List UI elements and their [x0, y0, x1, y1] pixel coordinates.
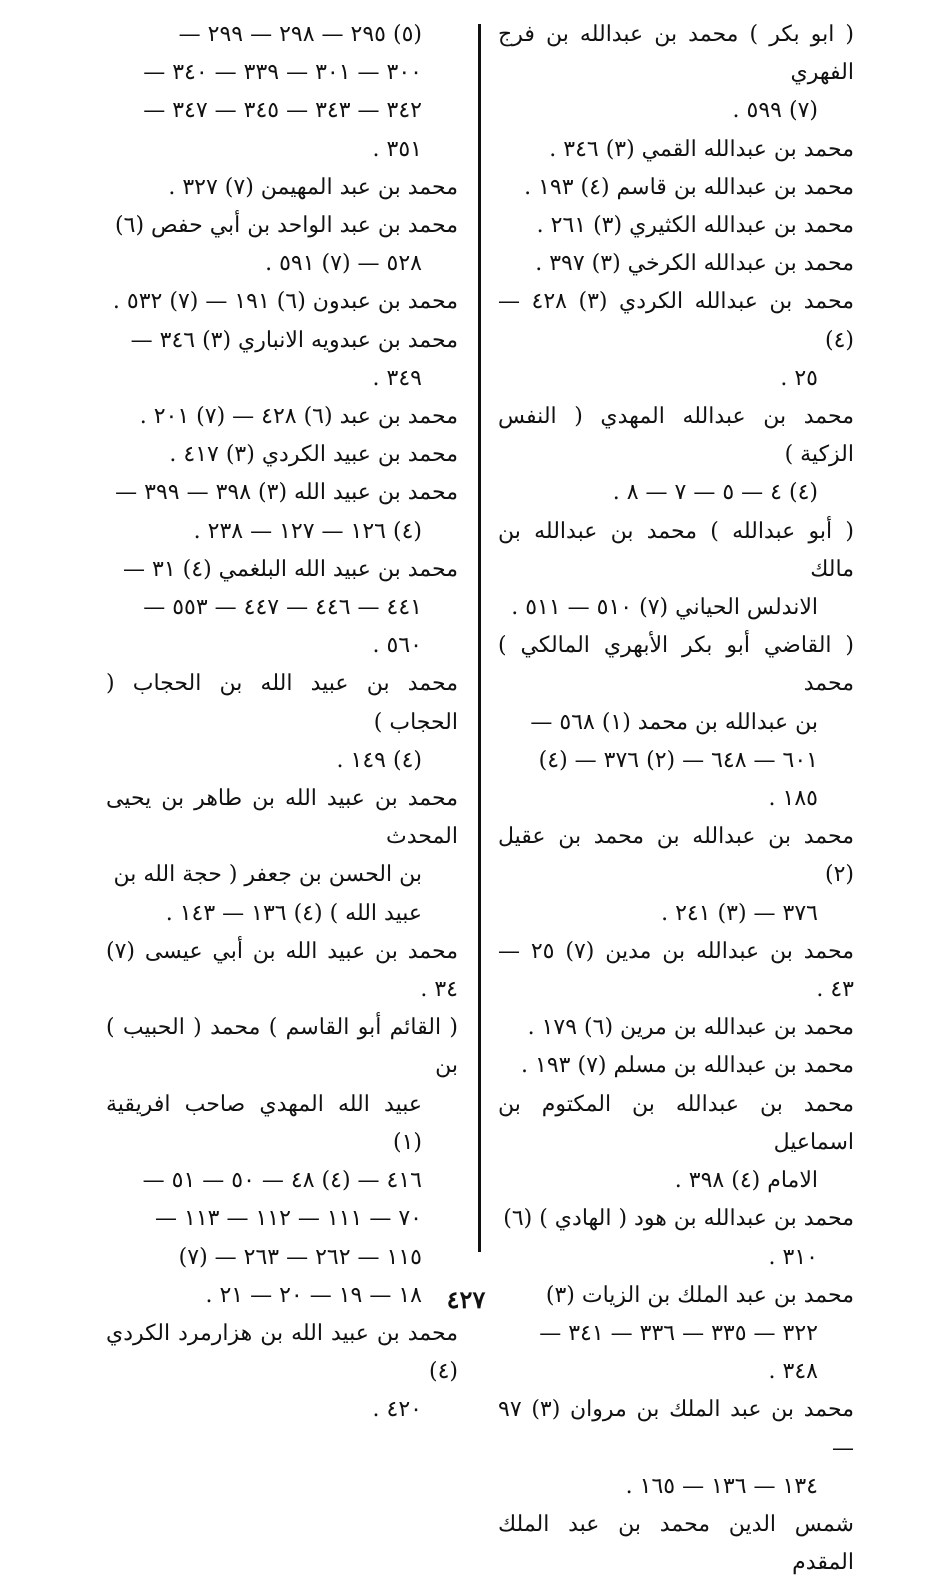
entry-continuation-line: عبيد الله ) (٤) ١٣٦ — ١٤٣ . [165, 900, 422, 926]
entry-heading-line: ( ابو بكر ) محمد بن عبدالله بن فرج الفهري [498, 22, 854, 86]
index-entry [106, 1315, 458, 1430]
entry-continuation-line: ٢٥ . [780, 365, 818, 391]
index-entry [106, 283, 458, 321]
index-entry [106, 436, 458, 474]
index-entry [106, 933, 458, 1009]
entry-continuation-line: ٧٠ — ١١١ — ١١٢ — ١١٣ — [155, 1206, 422, 1232]
entry-heading-line: محمد بن عبيد الله (٣) ٣٩٨ — ٣٩٩ — [115, 480, 458, 506]
entry-heading-line: محمد بن عبيد الله بن أبي عيسى (٧) ٣٤ . [106, 938, 458, 1003]
index-entry [106, 207, 458, 283]
page-number: ٤٢٧ [446, 1285, 486, 1314]
index-entry [106, 551, 458, 666]
entry-continuation-line: ٣٢٢ — ٣٣٥ — ٣٣٦ — ٣٤١ — [539, 1320, 818, 1346]
index-entry [498, 1009, 854, 1047]
entry-heading-line: محمد بن عبد المهيمن (٧) ٣٢٧ . [168, 174, 458, 200]
index-entry [498, 1047, 854, 1085]
entry-continuation-line: ٦٠١ — ٦٤٨ — (٢) ٣٧٦ — (٤) [538, 747, 818, 773]
entry-continuation-line: عبيد الله المهدي صاحب افريقية (١) [106, 1091, 422, 1155]
entry-continuation-line: الاندلس الحياني (٧) ٥١٠ — ٥١١ . [511, 595, 818, 621]
entry-heading-line: ( القاضي أبو بكر الأبهري المالكي ) محمد [498, 633, 854, 697]
index-entry [498, 513, 854, 628]
index-entry [498, 131, 854, 169]
entry-heading-line: محمد بن عبيد الكردي (٣) ٤١٧ . [169, 442, 458, 468]
index-entry [106, 398, 458, 436]
entry-continuation-line: ٤٢٠ . [372, 1397, 422, 1423]
entry-continuation-line: ٣٠٠ — ٣٠١ — ٣٣٩ — ٣٤٠ — [143, 60, 422, 86]
entry-continuation-line: الامام (٤) ٣٩٨ . [674, 1168, 818, 1194]
entry-continuation-line: ١٣٤ — ١٣٦ — ١٦٥ . [625, 1473, 818, 1499]
index-entry [498, 627, 854, 818]
entry-continuation-line: بن عبدالله بن محمد (١) ٥٦٨ — [530, 709, 818, 735]
entry-heading-line: محمد بن عبدالله بن مرين (٦) ١٧٩ . [527, 1015, 854, 1041]
entry-continuation-line: ٥٦٠ . [372, 633, 422, 659]
column-divider [478, 24, 481, 1252]
entry-continuation-line: ٤٤١ — ٤٤٦ — ٤٤٧ — ٥٥٣ — [143, 595, 422, 621]
entry-heading-line: محمد بن عبدالله المهدي ( النفس الزكية ) [498, 404, 854, 468]
entry-heading-line: محمد بن عبدالله القمي (٣) ٣٤٦ . [549, 136, 854, 162]
index-entry [498, 1200, 854, 1276]
index-entry [106, 1009, 458, 1315]
entry-heading-line: محمد بن عبدالله بن هود ( الهادي ) (٦) [503, 1206, 854, 1232]
entry-heading-line: محمد بن عبيد الله بن الحجاب ( الحجاب ) [106, 671, 458, 735]
entry-continuation-line: ٣٥١ . [372, 136, 422, 162]
right-column [498, 16, 854, 1582]
entry-heading-line: محمد بن عبد الملك بن مروان (٣) ٩٧ — [498, 1397, 854, 1461]
entry-continuation-line: ١٨ — ١٩ — ٢٠ — ٢١ . [205, 1282, 422, 1308]
entry-heading-line: محمد بن عبدالله الكردي (٣) ٤٢٨ — (٤) [498, 289, 854, 353]
index-entry [498, 245, 854, 283]
entry-continuation-line: (٤) ١٤٩ . [336, 747, 422, 773]
index-entry [498, 1086, 854, 1201]
entry-continuation-line: ٣١٠ . [768, 1244, 818, 1270]
index-entry [498, 169, 854, 207]
entry-continuation-line: ١٨٥ . [768, 786, 818, 812]
index-entry [498, 1506, 854, 1582]
index-entry [106, 474, 458, 550]
entry-continuation-line: ٣٤٨ . [768, 1359, 818, 1385]
entry-heading-line: محمد بن عبيد الله بن طاهر بن يحيى المحدث [106, 786, 458, 850]
entry-heading-line: محمد بن عبيد الله البلغمي (٤) ٣١ — [123, 556, 458, 582]
entry-continuation-line: (٤) ١٢٦ — ١٢٧ — ٢٣٨ . [193, 518, 422, 544]
index-entry [498, 818, 854, 933]
entry-continuation-line: ٣٤٩ . [372, 365, 422, 391]
entry-continuation-line: (٧) ٥٩٩ . [732, 98, 818, 124]
entry-continuation-line: بن الحسن بن جعفر ( حجة الله بن [113, 862, 422, 888]
index-entry [106, 780, 458, 933]
entry-heading-line: محمد بن عبدالله بن محمد بن عقيل (٢) [498, 824, 854, 888]
entry-heading-line: ( أبو عبدالله ) محمد بن عبدالله بن مالك [498, 518, 854, 582]
index-entry [498, 207, 854, 245]
index-entry [106, 322, 458, 398]
entry-continuation-line: ٣٧٦ — (٣) ٢٤١ . [661, 900, 818, 926]
entry-continuation-line: (٥) ٢٩٥ — ٢٩٨ — ٢٩٩ — [178, 22, 422, 47]
entry-heading-line: محمد بن عبدون (٦) ١٩١ — (٧) ٥٣٢ . [112, 289, 458, 315]
index-entry [498, 398, 854, 513]
entry-continuation-line: ١١٥ — ٢٦٢ — ٢٦٣ — (٧) [178, 1244, 422, 1270]
entry-heading-line: محمد بن عبدويه الانباري (٣) ٣٤٦ — [130, 327, 458, 353]
index-entry [106, 665, 458, 780]
index-entry [498, 16, 854, 131]
entry-heading-line: محمد بن عبدالله بن مدين (٧) ٢٥ — ٤٣ . [498, 938, 855, 1003]
index-entry [498, 1391, 854, 1506]
left-column [106, 16, 458, 1430]
entry-heading-line: محمد بن عبدالله الكثيري (٣) ٢٦١ . [536, 213, 854, 239]
entry-heading-line: محمد بن عبدالله الكرخي (٣) ٣٩٧ . [535, 251, 854, 277]
entry-heading-line: محمد بن عبد (٦) ٤٢٨ — (٧) ٢٠١ . [139, 404, 458, 430]
entry-continuation-line: ٣٤٢ — ٣٤٣ — ٣٤٥ — ٣٤٧ — [143, 98, 422, 124]
index-entry [498, 933, 854, 1009]
index-entry [106, 16, 458, 169]
entry-heading-line: ( القائم أبو القاسم ) محمد ( الحبيب ) بن [106, 1015, 458, 1079]
entry-heading-line: محمد بن عبد الملك بن الزيات (٣) [545, 1282, 854, 1308]
entry-heading-line: شمس الدين محمد بن عبد الملك المقدم [498, 1511, 854, 1576]
index-entry [106, 169, 458, 207]
entry-heading-line: محمد بن عبدالله بن قاسم (٤) ١٩٣ . [524, 174, 854, 200]
entry-heading-line: محمد بن عبدالله بن مسلم (٧) ١٩٣ . [521, 1053, 854, 1079]
entry-heading-line: محمد بن عبيد الله بن هزارمرد الكردي (٤) [106, 1320, 458, 1385]
entry-heading-line: محمد بن عبدالله بن المكتوم بن اسماعيل [498, 1091, 854, 1155]
index-entry [498, 283, 854, 398]
entry-heading-line: محمد بن عبد الواحد بن أبي حفص (٦) [115, 213, 458, 239]
entry-continuation-line: (٤) ٤ — ٥ — ٧ — ٨ . [612, 480, 818, 506]
entry-continuation-line: ٥٢٨ — (٧) ٥٩١ . [265, 251, 422, 277]
entry-continuation-line: ٤١٦ — (٤) ٤٨ — ٥٠ — ٥١ — [142, 1168, 422, 1194]
